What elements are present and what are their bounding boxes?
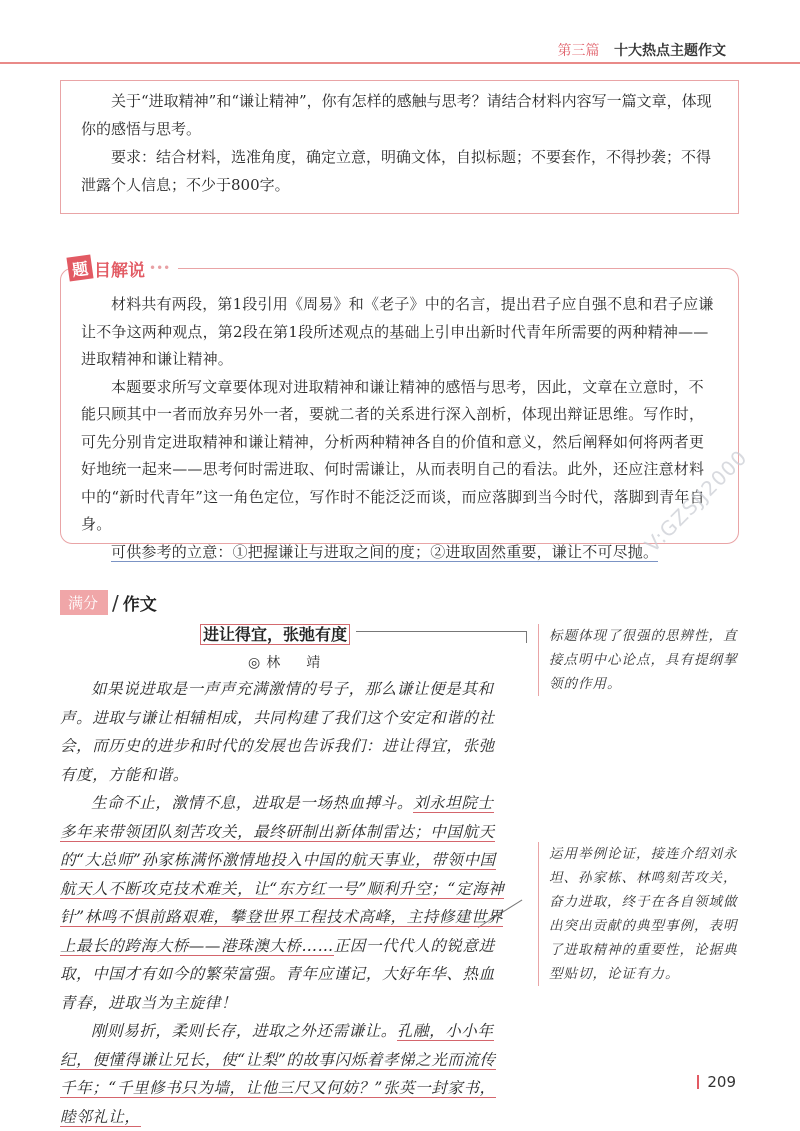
analysis-paragraph: 本题要求所写文章要体现对进取精神和谦让精神的感悟与思考，因此，文章在立意时，不能只顾其中一者而放弃另外一者，要就二者的关系进行深入剖析，体现出辩证思维。写作时，可先分别肯定进取精神和谦让精神，分析两种精神各自的价值和意义，然后阐释如何将两者更好地统一起来——思考何时需进取、何时需谦让，从而表明自己的看法。此外，还应注意材料中的“新时代青年”这一角色定位，写作时不能泛泛而谈，而应落脚到当今时代，落脚到青年自身。 [81, 377, 705, 533]
paragraph-lead: 生命不止，激情不息，进取是一场热血搏斗。 [91, 794, 414, 812]
paragraph-rest: 正因一代代人的锐意进取，中国才有如今的繁荣富强。青年应谨记，大好年华、热血青春，进取当为主旋律！ [60, 936, 495, 1012]
side-note-examples: 运用举例论证，接连介绍刘永坦、孙家栋、林鸣刻苦攻关，奋力进取，终于在各自领域做出突出贡献的典型事例，表明了进取精神的重要性，论据典型贴切，论证有力。 [538, 842, 745, 986]
page-number-bar [697, 1075, 699, 1089]
heading-slash: / [112, 590, 119, 615]
essay-paragraph [60, 789, 506, 1017]
essay-paragraph [60, 1017, 506, 1131]
section-heading [60, 590, 157, 615]
essay-paragraph: 如果说进取是一声声充满激情的号子，那么谦让便是其和声。进取与谦让相辅相成，共同构建了我们这个安定和谐的社会，而历史的进步和时代的发展也告诉我们：进让得宜，张弛有度，方能和谐。 [60, 680, 495, 784]
watermark: V:GZSJJ2000 [640, 444, 752, 557]
tag-stamp: 题 [66, 254, 93, 281]
prompt-box [60, 80, 739, 214]
page-number-text: 209 [707, 1073, 736, 1091]
example-underlined: 刘永坦院士多年来带领团队刻苦攻关，最终研制出新体制雷达；中国航天的“大总师”孙家栋满怀激情地投入中国的航天事业，带领中国航天人不断攻克技术难关，让“东方红一号”顺利升空；“定海神针”林鸣不惧前路艰难，攀登世界工程技术高峰，主持修建世界上最长的跨海大桥——港珠澳大桥…… [60, 794, 505, 955]
side-note-title: 标题体现了很强的思辨性，直接点明中心论点，具有提纲挈领的作用。 [538, 624, 745, 696]
suggestion-label: 可供参考的立意： [111, 542, 233, 561]
prompt-paragraph: 关于“进取精神”和“谦让精神”，你有怎样的感触与思考？请结合材料内容写一篇文章，体现你的感悟与思考。 [81, 92, 712, 138]
analysis-tag [68, 254, 178, 282]
connector-line [356, 631, 526, 632]
paragraph-lead: 刚则易折，柔则长存，进取之外还需谦让。 [91, 1022, 397, 1040]
fullscore-badge: 满分 [60, 590, 108, 615]
header-rule [0, 62, 800, 64]
page-number [697, 1073, 736, 1091]
tag-dots: ••• [149, 261, 171, 275]
analysis-paragraph: 材料共有两段，第1段引用《周易》和《老子》中的名言，提出君子应自强不息和君子应谦让不争这两种观点，第2段在第1段所述观点的基础上引申出新时代青年所需要的两种精神——进取精神和谦让精神。 [81, 295, 714, 368]
running-header [558, 40, 726, 60]
header-title: 十大热点主题作文 [614, 43, 726, 59]
example-underlined: 孔融，小小年纪，便懂得谦让兄长，使“让梨”的故事闪烁着孝悌之光而流传千年；“千里修书只为墙，让他三尺又何妨？”张英一封家书，睦邻礼让， [60, 1022, 496, 1126]
analysis-suggestion [81, 539, 716, 567]
essay-body [60, 675, 506, 1131]
header-section: 第三篇 [557, 43, 600, 59]
essay-author: ◎林 靖 [248, 655, 327, 671]
essay-title [200, 622, 350, 645]
tag-label: 目解说 [94, 260, 145, 281]
connector-line [526, 631, 527, 643]
section-name: 作文 [122, 595, 157, 615]
suggestion-text: ①把握谦让与进取之间的度；②进取固然重要，谦让不可尽抛。 [232, 542, 659, 561]
prompt-requirements: 要求：结合材料，选准角度，确定立意，明确文体，自拟标题；不要套作，不得抄袭；不得泄露个人信息；不少于800字。 [81, 148, 712, 194]
analysis-box [60, 268, 739, 561]
essay-title-text: 进让得宜，张弛有度 [200, 624, 350, 645]
